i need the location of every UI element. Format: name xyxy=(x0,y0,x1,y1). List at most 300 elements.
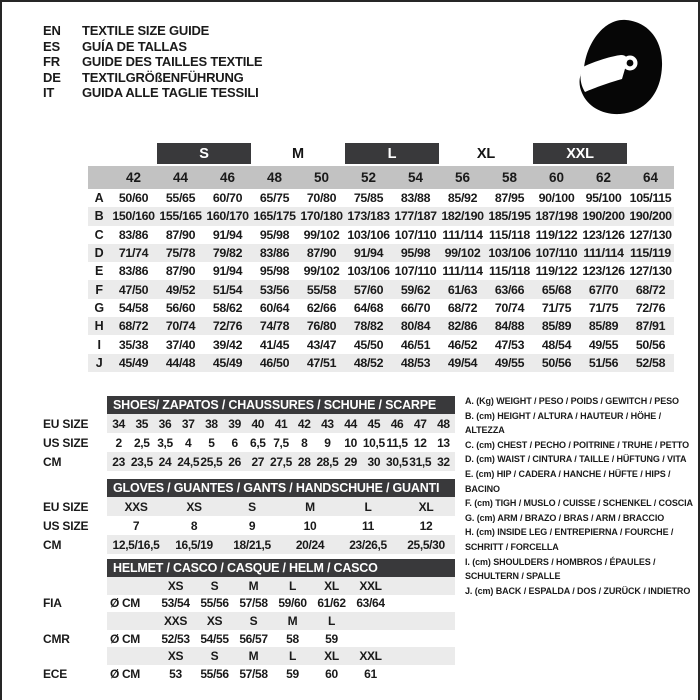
shoe-size-value: 8 xyxy=(301,435,308,450)
helmet-size-value: 56/57 xyxy=(239,631,268,646)
shoe-size-value: 30,5 xyxy=(386,454,409,469)
helmet-size-label: XS xyxy=(167,578,184,593)
measurement-value: 79/82 xyxy=(212,246,243,261)
measurement-cells xyxy=(110,338,674,352)
language-code: ES xyxy=(43,38,60,54)
helmet-standard-block xyxy=(43,647,455,682)
gloves-size-row xyxy=(43,516,455,535)
glove-size-value: 10 xyxy=(303,518,317,533)
measurement-value: 49/52 xyxy=(165,282,196,297)
measurement-value: 47/50 xyxy=(118,282,149,297)
helmet-size-label: M xyxy=(248,649,259,664)
glove-size-value: 12 xyxy=(419,518,433,533)
measurement-value: 107/110 xyxy=(535,246,578,261)
measurement-row xyxy=(88,244,674,262)
shoe-size-value: 29 xyxy=(344,454,357,469)
measurement-value: 87/91 xyxy=(635,319,666,334)
helmet-section-title: HELMET / CASCO / CASQUE / HELM / CASCO xyxy=(107,559,455,577)
measurement-value: 95/100 xyxy=(585,191,622,206)
measurement-cells xyxy=(110,319,674,333)
shoe-size-value: 27,5 xyxy=(270,454,292,469)
measurement-value: 119/122 xyxy=(535,227,578,242)
helmet-standard-block xyxy=(43,577,455,612)
measurement-value: 47/51 xyxy=(306,355,337,370)
measurement-value: 56/60 xyxy=(165,300,196,315)
legend-item: F. (cm) TIGH / MUSLO / CUISSE / SCHENKEL / COSCIA xyxy=(465,498,693,509)
measurement-value: 76/80 xyxy=(306,319,337,334)
measurement-value: 87/95 xyxy=(494,191,525,206)
row-letter: F xyxy=(95,282,103,297)
shoe-size-value: 42 xyxy=(297,416,311,431)
size-number: 60 xyxy=(548,170,565,185)
measurement-value: 70/74 xyxy=(494,300,525,315)
glove-size-value: 9 xyxy=(248,518,256,533)
glove-size-value: 23/26,5 xyxy=(349,537,387,552)
measurement-value: 103/106 xyxy=(347,264,390,279)
measurement-value: 78/82 xyxy=(353,319,384,334)
helmet-size-header-row xyxy=(43,647,455,665)
helmet-size-value: 53/54 xyxy=(161,596,190,611)
measurement-value: 111/114 xyxy=(442,264,483,279)
helmet-size-label: XXL xyxy=(359,578,382,593)
size-group-label: S xyxy=(157,143,251,164)
measurement-value: 177/187 xyxy=(394,209,437,224)
size-number: 54 xyxy=(407,170,424,185)
measurement-value: 87/90 xyxy=(306,246,337,261)
shoe-size-value: 47 xyxy=(413,416,427,431)
shoe-size-value: 34 xyxy=(112,416,125,431)
shoes-rows xyxy=(43,414,455,471)
helmet-size-value: 53 xyxy=(169,666,182,681)
language-code: EN xyxy=(43,23,61,38)
measurement-row xyxy=(88,226,674,244)
gloves-size-row xyxy=(43,497,455,516)
helmet-value-cells xyxy=(156,632,390,646)
measurement-value: 47/53 xyxy=(494,337,525,352)
shoe-size-value: 9 xyxy=(324,435,331,450)
shoe-size-value: 35 xyxy=(135,416,149,431)
row-letter: B xyxy=(94,209,104,224)
row-letter: I xyxy=(97,337,101,352)
measurement-value: 68/72 xyxy=(635,282,666,297)
measurement-value: 111/114 xyxy=(442,227,483,242)
measurement-value: 82/86 xyxy=(447,319,478,334)
glove-size-value: 20/24 xyxy=(295,537,325,552)
measurement-value: 107/110 xyxy=(394,227,437,242)
legend-item: I. (cm) SHOULDERS / HOMBROS / ÉPAULES / SCHULTERN / SPALLE xyxy=(465,556,656,582)
measurement-value: 45/49 xyxy=(212,355,243,370)
measurement-value: 48/53 xyxy=(400,355,431,370)
shoe-size-value: 2,5 xyxy=(133,435,150,450)
gloves-rows xyxy=(43,497,455,554)
shoes-size-cells xyxy=(107,433,455,452)
shoe-size-value: 10 xyxy=(344,435,357,450)
measurement-cells xyxy=(110,191,674,205)
size-number-row xyxy=(88,166,674,189)
measurement-value: 52/58 xyxy=(635,355,666,370)
language-row xyxy=(43,85,262,101)
helmet-size-label-cells xyxy=(156,614,390,628)
measurement-cells xyxy=(110,301,674,315)
helmet-size-label: XL xyxy=(324,649,339,664)
measurement-value: 44/48 xyxy=(165,355,196,370)
guide-title: GUIDE DES TAILLES TEXTILE xyxy=(82,54,263,69)
measurement-value: 115/119 xyxy=(630,246,671,261)
helmet-value-row xyxy=(43,665,455,683)
measurement-value: 72/76 xyxy=(635,300,666,315)
helmet-size-labels xyxy=(107,647,455,665)
measurement-value: 190/200 xyxy=(629,209,672,224)
measurement-value: 61/63 xyxy=(447,282,478,297)
measurement-value: 127/130 xyxy=(629,227,672,242)
measurement-value: 67/70 xyxy=(588,282,619,297)
shoe-size-value: 36 xyxy=(158,416,172,431)
measurement-value: 90/100 xyxy=(538,191,575,206)
measurement-value: 64/68 xyxy=(353,300,384,315)
measurement-value: 187/198 xyxy=(535,209,578,224)
shoe-size-value: 28,5 xyxy=(316,454,339,469)
helmet-size-labels xyxy=(107,612,455,630)
measurement-value: 54/58 xyxy=(118,300,149,315)
standard-name: ECE xyxy=(43,666,68,681)
helmet-size-label: XXS xyxy=(164,613,187,628)
measurement-value: 119/122 xyxy=(535,264,578,279)
legend-item: A. (Kg) WEIGHT / PESO / POIDS / GEWITCH / PESO xyxy=(465,396,679,406)
measurement-value: 103/106 xyxy=(488,246,531,261)
shoe-size-value: 27 xyxy=(251,454,265,469)
helmet-size-value: 54/55 xyxy=(200,631,229,646)
measurement-row xyxy=(88,207,674,225)
size-number: 56 xyxy=(454,170,471,185)
helmet-size-label: L xyxy=(289,649,296,664)
language-row xyxy=(43,54,262,70)
shoes-section-title: SHOES/ ZAPATOS / CHAUSSURES / SCHUHE / SCARPE xyxy=(107,396,455,414)
measurement-value: 111/114 xyxy=(583,246,624,261)
helmet-size-value: 60 xyxy=(325,666,338,681)
measurement-value: 123/126 xyxy=(582,264,625,279)
helmet-size-header-row xyxy=(43,612,455,630)
measurement-value: 91/94 xyxy=(212,227,243,242)
diameter-unit-label: Ø CM xyxy=(110,596,140,611)
measurement-value: 87/90 xyxy=(165,264,196,279)
helmet-size-label xyxy=(351,614,390,628)
measurement-value: 55/65 xyxy=(165,191,196,206)
shoe-size-value: 3,5 xyxy=(157,435,173,450)
helmet-size-value: 61/62 xyxy=(317,596,346,611)
measurement-value: 57/60 xyxy=(353,282,384,297)
language-code: DE xyxy=(43,69,61,85)
racing-helmet-icon xyxy=(574,16,664,118)
measurement-value: 37/40 xyxy=(165,337,196,352)
helmet-size-value: 59 xyxy=(325,631,338,646)
measurement-value: 45/49 xyxy=(118,355,149,370)
measurement-value: 48/54 xyxy=(541,337,572,352)
guide-title: GUIDA ALLE TAGLIE TESSILI xyxy=(82,85,259,100)
shoe-size-value: 25,5 xyxy=(200,454,223,469)
shoes-size-section xyxy=(43,396,455,471)
shoe-size-value: 46 xyxy=(390,416,404,431)
helmet-value-cells xyxy=(156,596,390,610)
helmet-size-label: XXL xyxy=(359,649,382,664)
measurement-value: 99/102 xyxy=(303,227,340,242)
glove-size-value: L xyxy=(364,499,372,514)
measurement-value: 99/102 xyxy=(444,246,481,261)
measurement-value: 68/72 xyxy=(447,300,478,315)
shoes-size-row xyxy=(43,414,455,433)
row-letter: J xyxy=(95,355,103,370)
measurement-value: 49/55 xyxy=(494,355,525,370)
legend-item: E. (cm) HIP / CADERA / HANCHE / HÜFTE / HIPS / BACINO xyxy=(465,468,671,494)
shoe-size-value: 45 xyxy=(367,416,381,431)
measurement-value: 60/64 xyxy=(259,300,290,315)
measurement-value: 99/102 xyxy=(303,264,340,279)
gloves-section-title: GLOVES / GUANTES / GANTS / HANDSCHUHE / GUANTI xyxy=(107,479,455,497)
measurement-value: 50/56 xyxy=(541,355,572,370)
measurement-value: 127/130 xyxy=(629,264,672,279)
size-system-label: EU SIZE xyxy=(43,416,89,431)
helmet-size-value xyxy=(351,632,390,646)
measurement-value: 105/115 xyxy=(629,191,672,206)
size-system-label: US SIZE xyxy=(43,435,89,450)
measurement-value: 150/160 xyxy=(112,209,155,224)
glove-size-value: 16,5/19 xyxy=(175,537,213,552)
measurement-value: 43/47 xyxy=(306,337,337,352)
measurement-cells xyxy=(110,228,674,242)
size-number: 46 xyxy=(219,170,236,185)
measurement-rows xyxy=(88,189,674,372)
glove-size-value: 8 xyxy=(190,518,198,533)
measurement-value: 85/89 xyxy=(541,319,572,334)
glove-size-value: 11 xyxy=(362,518,374,533)
measurement-value: 35/38 xyxy=(118,337,149,352)
helmet-size-value: 59 xyxy=(286,666,299,681)
language-code: FR xyxy=(43,54,60,69)
measurement-value: 45/50 xyxy=(353,337,384,352)
measurement-value: 84/88 xyxy=(494,319,525,334)
shoe-size-value: 23 xyxy=(112,454,125,469)
size-number: 42 xyxy=(125,170,142,185)
glove-size-value: 18/21,5 xyxy=(233,537,271,552)
measurement-row xyxy=(88,299,674,317)
language-row xyxy=(43,70,262,86)
measurement-value: 91/94 xyxy=(212,264,243,279)
shoe-size-value: 44 xyxy=(344,416,357,431)
shoe-size-value: 38 xyxy=(205,416,218,431)
shoe-size-value: 43 xyxy=(321,416,334,431)
measurement-cells xyxy=(110,283,674,297)
row-letter: H xyxy=(94,319,104,334)
helmet-size-value: 58 xyxy=(286,631,299,646)
measurement-value: 160/170 xyxy=(206,209,249,224)
shoe-size-value: 41 xyxy=(274,416,288,431)
helmet-size-label: XL xyxy=(324,578,339,593)
measurement-value: 46/51 xyxy=(400,337,431,352)
helmet-size-value: 52/53 xyxy=(161,631,190,646)
helmet-size-label-cells xyxy=(156,579,390,593)
gloves-size-section xyxy=(43,479,455,554)
measurement-value: 59/62 xyxy=(400,282,431,297)
size-system-label: CM xyxy=(43,454,62,469)
helmet-size-value: 55/56 xyxy=(200,596,229,611)
measurement-value: 48/52 xyxy=(353,355,384,370)
helmet-value-cells xyxy=(156,667,390,681)
measurement-value: 91/94 xyxy=(353,246,384,261)
measurement-value: 58/62 xyxy=(212,300,243,315)
size-system-label: CM xyxy=(43,537,62,552)
measurement-value: 185/195 xyxy=(488,209,531,224)
row-letter: E xyxy=(95,264,103,279)
glove-size-value: S xyxy=(248,499,256,514)
helmet-size-label: M xyxy=(287,613,298,628)
measurement-value: 95/98 xyxy=(400,246,431,261)
shoes-size-row xyxy=(43,433,455,452)
language-code: IT xyxy=(43,85,55,100)
measurement-value: 115/118 xyxy=(489,264,530,279)
measurement-value: 53/56 xyxy=(259,282,290,297)
measurement-value: 41/45 xyxy=(259,337,290,352)
size-group-label: L xyxy=(345,143,439,164)
size-number: 44 xyxy=(172,170,189,185)
measurement-value: 95/98 xyxy=(259,264,290,279)
shoe-size-value: 2 xyxy=(115,435,122,450)
size-number: 62 xyxy=(595,170,612,185)
size-group-label: XXL xyxy=(533,143,627,164)
size-number-cells xyxy=(110,170,674,185)
glove-size-value: XXS xyxy=(124,499,148,514)
gloves-size-row xyxy=(43,535,455,554)
helmet-size-header-row xyxy=(43,577,455,595)
measurement-value: 49/54 xyxy=(447,355,478,370)
helmet-size-label: XS xyxy=(167,649,184,664)
helmet-size-value: 55/56 xyxy=(200,666,229,681)
shoe-size-value: 13 xyxy=(437,435,450,450)
glove-size-value: XL xyxy=(418,499,434,514)
standard-name: CMR xyxy=(43,631,70,646)
measurement-value: 60/70 xyxy=(212,191,243,206)
shoe-size-value: 11,5 xyxy=(386,435,408,450)
helmet-size-label-cells xyxy=(156,649,390,663)
measurement-value: 83/86 xyxy=(259,246,290,261)
measurement-value: 83/88 xyxy=(400,191,431,206)
legend-item: G. (cm) ARM / BRAZO / BRAS / ARM / BRACCIO xyxy=(465,512,665,523)
shoe-size-value: 4 xyxy=(185,435,192,450)
measurement-value: 71/74 xyxy=(118,246,149,261)
size-number: 48 xyxy=(266,170,283,185)
helmet-size-value: 57/58 xyxy=(239,666,268,681)
measurement-row xyxy=(88,317,674,335)
legend-item: B. (cm) HEIGHT / ALTURA / HAUTEUR / HÖHE / ALTEZZA xyxy=(465,410,661,436)
shoe-size-value: 30 xyxy=(367,454,381,469)
glove-size-value: XS xyxy=(186,499,202,514)
shoe-size-value: 12 xyxy=(413,435,427,450)
language-row xyxy=(43,23,262,39)
measurement-value: 70/80 xyxy=(306,191,337,206)
diameter-unit-label: Ø CM xyxy=(110,666,140,681)
shoe-size-value: 10,5 xyxy=(362,435,385,450)
helmet-values xyxy=(107,595,455,613)
measurement-cells xyxy=(110,356,674,370)
textile-size-table xyxy=(88,143,674,372)
measurement-legend xyxy=(465,394,699,598)
shoes-size-row xyxy=(43,452,455,471)
measurement-value: 51/56 xyxy=(588,355,619,370)
shoe-size-value: 39 xyxy=(228,416,241,431)
measurement-row xyxy=(88,335,674,353)
helmet-size-label: L xyxy=(289,578,296,593)
glove-size-value: 7 xyxy=(132,518,140,533)
measurement-value: 68/72 xyxy=(118,319,149,334)
measurement-value: 39/42 xyxy=(212,337,243,352)
helmet-value-row xyxy=(43,630,455,648)
size-number: 52 xyxy=(360,170,377,185)
legend-item: D. (cm) WAIST / CINTURA / TAILLE / HÜFTUNG / VITA xyxy=(465,454,687,465)
measurement-value: 190/200 xyxy=(582,209,625,224)
row-letter: D xyxy=(94,246,104,261)
measurement-value: 66/70 xyxy=(400,300,431,315)
legend-item: J. (cm) BACK / ESPALDA / DOS / ZURÜCK / INDIETRO xyxy=(465,585,691,596)
measurement-value: 74/78 xyxy=(259,319,290,334)
helmet-size-value: 59/60 xyxy=(278,596,307,611)
helmet-values xyxy=(107,665,455,683)
shoe-size-value: 7,5 xyxy=(273,435,289,450)
measurement-value: 71/75 xyxy=(588,300,619,315)
shoe-size-value: 5 xyxy=(208,435,215,450)
row-letter: G xyxy=(94,300,104,315)
helmet-size-value: 63/64 xyxy=(356,596,385,611)
helmet-size-labels xyxy=(107,577,455,595)
measurement-value: 49/55 xyxy=(588,337,619,352)
measurement-value: 63/66 xyxy=(494,282,525,297)
guide-title: TEXTILE SIZE GUIDE xyxy=(82,23,210,38)
shoe-size-value: 24,5 xyxy=(177,454,200,469)
measurement-value: 62/66 xyxy=(306,300,337,315)
shoe-size-value: 6 xyxy=(231,435,238,450)
helmet-size-label: S xyxy=(210,578,219,593)
measurement-value: 51/54 xyxy=(212,282,243,297)
shoes-size-cells xyxy=(107,414,455,433)
diameter-unit-label: Ø CM xyxy=(110,631,140,646)
measurement-value: 75/85 xyxy=(353,191,384,206)
measurement-value: 55/58 xyxy=(306,282,337,297)
helmet-size-label: S xyxy=(249,613,258,628)
glove-size-value: M xyxy=(305,499,315,514)
measurement-value: 123/126 xyxy=(582,227,625,242)
helmet-size-label: S xyxy=(210,649,219,664)
measurement-value: 65/68 xyxy=(541,282,572,297)
measurement-value: 70/74 xyxy=(165,319,196,334)
helmet-size-label: L xyxy=(328,613,335,628)
measurement-value: 46/52 xyxy=(447,337,478,352)
measurement-value: 46/50 xyxy=(259,355,290,370)
legend-item: H. (cm) INSIDE LEG / ENTREPIERNA / FOURCHE / SCHRITT / FORCELLA xyxy=(465,527,674,552)
size-number: 58 xyxy=(501,170,518,185)
measurement-row xyxy=(88,280,674,298)
measurement-row xyxy=(88,354,674,372)
measurement-value: 107/110 xyxy=(394,264,437,279)
measurement-value: 83/86 xyxy=(118,264,149,279)
measurement-row xyxy=(88,262,674,280)
helmet-size-value: 57/58 xyxy=(239,596,268,611)
measurement-value: 85/92 xyxy=(447,191,478,206)
measurement-value: 50/60 xyxy=(118,191,149,206)
helmet-size-label: XS xyxy=(206,613,223,628)
guide-title: TEXTILGRÖßENFÜHRUNG xyxy=(82,69,244,85)
glove-size-value: 12,5/16,5 xyxy=(112,537,160,552)
measurement-value: 83/86 xyxy=(118,227,149,242)
helmet-size-label: M xyxy=(248,578,259,593)
measurement-value: 173/183 xyxy=(347,209,390,224)
measurement-value: 155/165 xyxy=(159,209,202,224)
